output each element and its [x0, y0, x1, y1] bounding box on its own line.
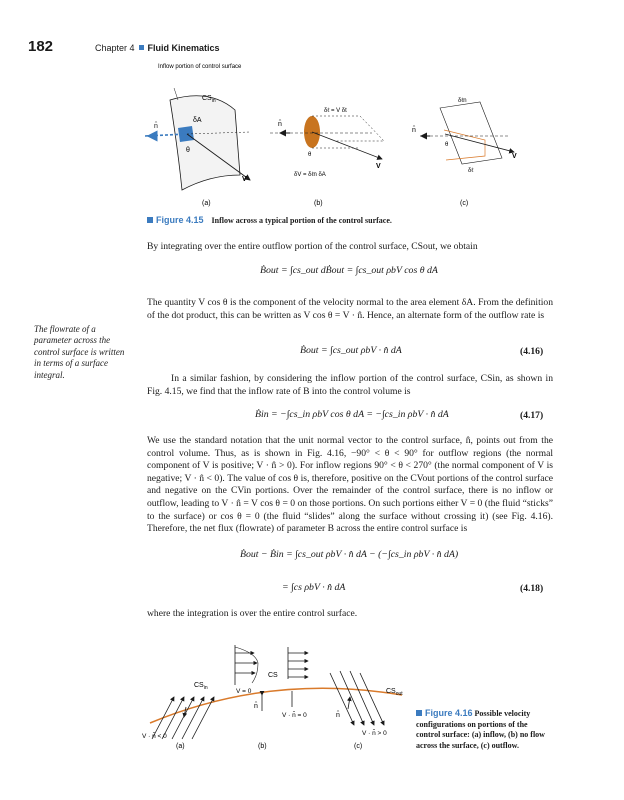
page-number: 182: [28, 38, 54, 55]
dV-eq-label: δV = δℓn δA: [294, 172, 326, 178]
sub-c-16-label: (c): [354, 743, 363, 750]
chapter-label: Chapter 4: [95, 43, 135, 53]
V-b-label: V: [376, 163, 381, 170]
equation-4-18-line-2: = ∫cs ρbV · n̂ dA: [282, 582, 346, 593]
caption-16-text: Possible velocity configurations on portions of the control surface: (a) inflow, (b) no flow across the surface, (c) outflow.: [416, 709, 545, 750]
equation-4-18-line-1: Ḃout − Ḃin = ∫cs_out ρbV · n̂ dA − (−∫cs_in ρbV · n̂ dA): [240, 549, 459, 560]
n-hat-c-label: n̂: [412, 127, 416, 134]
vn-less-label: V · n̂ < 0: [142, 733, 167, 740]
header-square-icon: [139, 45, 144, 50]
vn-equal-label: V · n̂ = 0: [282, 712, 307, 719]
sub-a-16-label: (a): [176, 743, 185, 750]
V-zero-label: V = 0: [236, 688, 252, 695]
figure-4-16b: [235, 645, 308, 750]
theta-label: θ: [186, 147, 190, 154]
chapter-title: Fluid Kinematics: [147, 43, 220, 53]
figure-4-15b: [270, 107, 384, 207]
cs-out-label: $CS_{out}$: [386, 688, 403, 697]
dl-n-label: δℓn: [458, 98, 467, 104]
figure-4-16a: [142, 682, 214, 750]
n-hat-c16-label: n̂: [336, 712, 340, 719]
paragraph-1: By integrating over the entire outflow portion of the control surface, CSout, we obtain: [147, 241, 478, 252]
theta-c-label: θ: [445, 142, 449, 148]
sub-b-label: (b): [314, 200, 323, 207]
equation-4-16: Ḃout = ∫cs_out ρbV · n̂ dA: [300, 345, 402, 356]
n-hat-label: n̂: [154, 123, 158, 130]
figure-4-16-caption: [416, 708, 546, 751]
caption-text: Inflow across a typical portion of the control surface.: [211, 216, 392, 225]
paragraph-2: The quantity V cos θ is the component of the velocity normal to the area element δA. From the definition of the dot product, this can be written as V cos θ = V · n̂. Hence, an alternate form of the outflow rate is: [147, 297, 553, 321]
n-hat-b-label: n̂: [278, 121, 282, 128]
equation-outflow: Ḃout = ∫cs_out dḂout = ∫cs_out ρbV cos θ dA: [260, 265, 438, 276]
paragraph-3: In a similar fashion, by considering the inflow portion of the control surface, CSin, as shown in Fig. 4.15, we find that the inflow rate of B into the control volume is: [147, 373, 553, 397]
caption-16-square-icon: [416, 710, 422, 716]
inflow-label: Inflow portion of control surface: [158, 64, 242, 70]
dA-label: δA: [193, 117, 202, 124]
sub-a-label: (a): [202, 200, 211, 207]
figure-4-16c: [330, 671, 403, 750]
equation-4-17: Ḃin = −∫cs_in ρbV cos θ dA = −∫cs_in ρbV · n̂ dA: [255, 409, 449, 420]
running-header: [95, 43, 220, 53]
equation-4-17-number: (4.17): [520, 410, 544, 421]
sub-b-16-label: (b): [258, 743, 267, 750]
dl-c-label: δℓ: [468, 168, 474, 174]
vn-greater-label: V · n̂ > 0: [362, 730, 387, 737]
V-c-label: V: [512, 153, 517, 160]
cs-label-16: CS: [268, 672, 278, 679]
caption-square-icon: [147, 217, 153, 223]
V-label: V: [242, 176, 247, 183]
paragraph-4: We use the standard notation that the unit normal vector to the control surface, n̂, points out from the control volume. Thus, as is shown in Fig. 4.16, −90° < θ < 90° for outflow regions (the normal component of V is positive; V · n̂ > 0). For inflow regions 90° < θ < 270° (the normal component of V is negative; V · n̂ < 0). The value of cos θ is, therefore, positive on the CVout portions of the control surface and negative on the CVin portions. Over the remainder of the control surface, there is no inflow or outflow, leading to V · n̂ = V cos θ = 0 on those portions. On such portions either V = 0 (the fluid “sticks” to the surface) or cos θ = 0 (the fluid “slides” along the surface without crossing it) (see Fig. 4.16). Therefore, the net flux (flowrate) of parameter B across the entire control surface is: [147, 435, 553, 535]
caption-label: Figure 4.15: [156, 215, 204, 225]
caption-16-label: Figure 4.16: [425, 708, 473, 718]
theta-b-label: θ: [308, 152, 312, 158]
cs-in-label: $CS_{in}$: [202, 95, 216, 104]
control-surface-patch: [170, 96, 240, 190]
paragraph-5: where the integration is over the entire control surface.: [147, 608, 358, 619]
figure-4-16: [140, 635, 425, 755]
margin-note: The flowrate of a parameter across the control surface is written in terms of a surface integral.: [34, 324, 125, 380]
equation-4-16-number: (4.16): [520, 346, 544, 357]
dl-eq-label: δℓ = V δt: [324, 108, 347, 114]
figure-4-15-caption: [147, 210, 392, 228]
figure-4-15c: [412, 97, 517, 207]
figure-4-15a: [145, 64, 250, 207]
figure-4-15: [140, 60, 540, 210]
n-hat-b16-label: n̂: [254, 703, 258, 710]
cs-in-label-16: $CS_{in}$: [194, 682, 208, 691]
sub-c-label: (c): [460, 200, 469, 207]
equation-4-18-number: (4.18): [520, 583, 544, 594]
control-surface-curve: [150, 688, 402, 723]
